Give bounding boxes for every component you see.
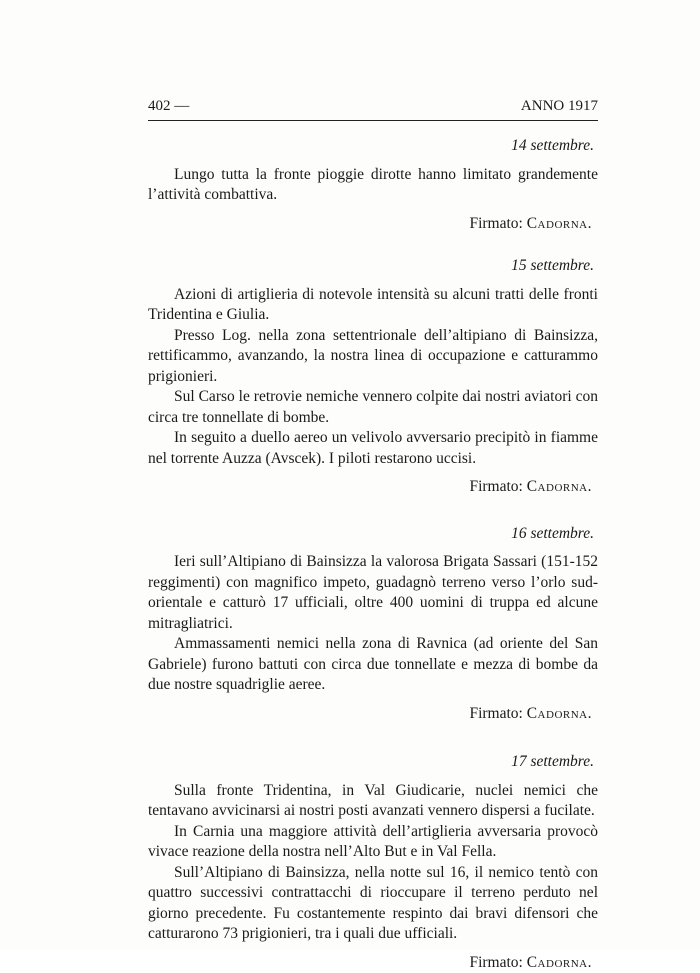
signed-label: Firmato: <box>469 954 522 971</box>
signature-line <box>148 477 598 498</box>
entry-date: 14 settembre. <box>148 136 598 157</box>
page-number: 402 — <box>148 98 189 115</box>
signature-line <box>148 953 598 973</box>
entry-paragraph: In Carnia una maggiore attività dell’artiglieria avversaria provocò vivace reazione della nostra nell’Alto But e in Val Fella. <box>148 822 598 863</box>
signature-line <box>148 704 598 725</box>
entry-paragraph: Azioni di artiglieria di notevole intensità su alcuni tratti delle fronti Tridentina e Giulia. <box>148 285 598 326</box>
bulletin-entry <box>148 136 598 234</box>
entry-date: 15 settembre. <box>148 256 598 277</box>
entry-paragraph: Presso Log. nella zona settentrionale dell’altipiano di Bainsizza, rettificammo, avanzando, la nostra linea di occupazione e catturammo prigionieri. <box>148 326 598 388</box>
bulletin-entry <box>148 752 598 973</box>
entry-paragraph: Sull’Altipiano di Bainsizza, nella notte sul 16, il nemico tentò con quattro successivi contrattacchi di rioccupare il terreno perduto nel giorno precedente. Fu costantemente respinto dai bravi difensori che catturarono 73 prigionieri, tra i quali due ufficiali. <box>148 863 598 945</box>
signed-name: Cadorna. <box>527 478 592 495</box>
header-rule <box>148 120 598 121</box>
entry-date: 17 settembre. <box>148 752 598 773</box>
bulletin-list <box>148 136 598 973</box>
signed-name: Cadorna. <box>527 215 592 232</box>
entry-paragraph: Lungo tutta la fronte pioggie dirotte hanno limitato grandemente l’attività combattiva. <box>148 165 598 206</box>
page-header <box>148 98 598 122</box>
entry-spacer <box>148 234 598 256</box>
entry-spacer <box>148 498 598 524</box>
signed-name: Cadorna. <box>527 954 592 971</box>
entry-paragraph: Ieri sull’Altipiano di Bainsizza la valorosa Brigata Sassari (151-152 reggimenti) con magnifico impeto, guadagnò terreno verso l’orlo sud-orientale e catturò 17 ufficiali, oltre 400 uomini di truppa ed alcune mitragliatrici. <box>148 552 598 634</box>
entry-paragraph: Sulla fronte Tridentina, in Val Giudicarie, nuclei nemici che tentavano avvicinarsi ai nostri posti avanzati vennero dispersi a fucilate. <box>148 781 598 822</box>
running-title: ANNO 1917 <box>521 98 598 115</box>
signed-label: Firmato: <box>469 705 522 722</box>
entry-paragraph: Sul Carso le retrovie nemiche vennero colpite dai nostri aviatori con circa tre tonnellate di bombe. <box>148 387 598 428</box>
entry-date: 16 settembre. <box>148 524 598 545</box>
entry-paragraph: In seguito a duello aereo un velivolo avversario precipitò in fiamme nel torrente Auzza (Avscek). I piloti restarono uccisi. <box>148 428 598 469</box>
signed-label: Firmato: <box>469 215 522 232</box>
signed-label: Firmato: <box>469 478 522 495</box>
entry-spacer <box>148 724 598 752</box>
bulletin-entry <box>148 256 598 498</box>
bulletin-entry <box>148 524 598 725</box>
signed-name: Cadorna. <box>527 705 592 722</box>
signature-line <box>148 214 598 235</box>
entry-paragraph: Ammassamenti nemici nella zona di Ravnica (ad oriente del San Gabriele) furono battuti con circa due tonnellate e mezza di bombe da due nostre squadriglie aeree. <box>148 634 598 696</box>
